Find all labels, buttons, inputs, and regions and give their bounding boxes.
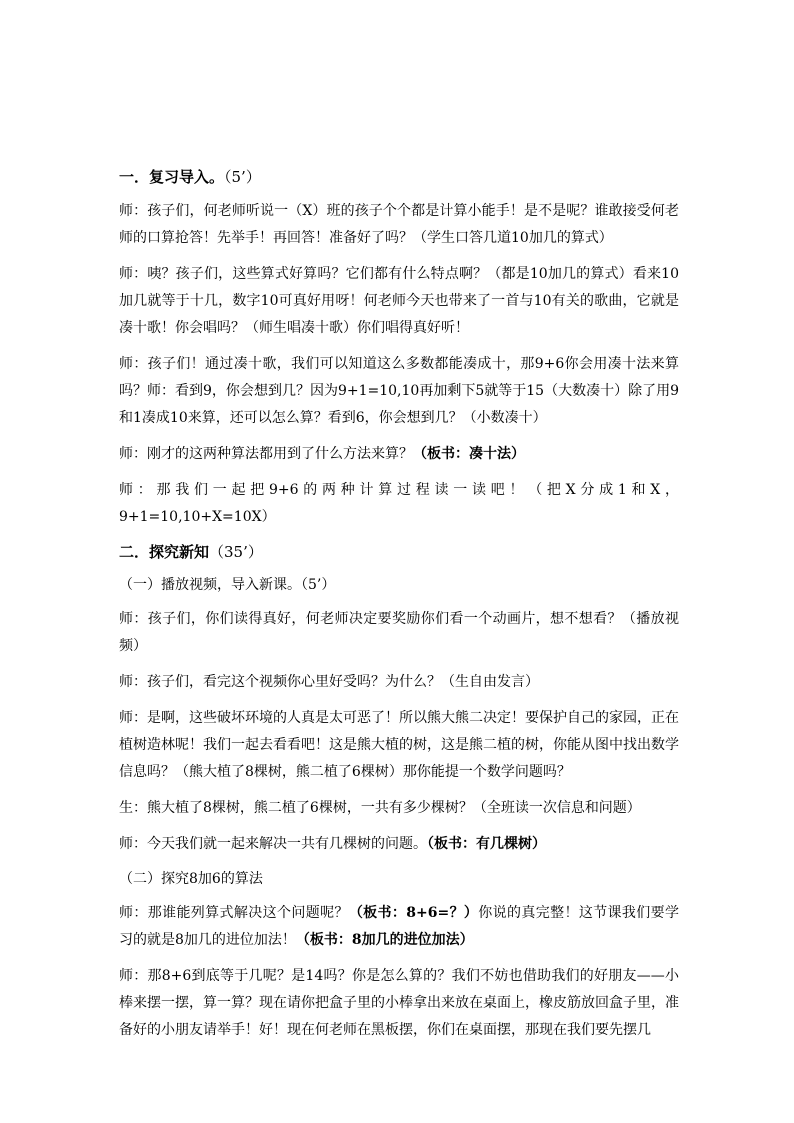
section2-time: （35’） bbox=[209, 543, 263, 561]
section1-title: 一．复习导入。 bbox=[119, 168, 225, 186]
board-note: （板书：凑十法） bbox=[413, 446, 525, 462]
paragraph-text: 师：刚才的这两种算法都用到了什么方法来算？ bbox=[119, 446, 413, 462]
section1-heading bbox=[119, 165, 679, 189]
paragraph bbox=[119, 441, 679, 468]
paragraph: 师：那我们一起把9+6的两种计算过程读一读吧！（把X分成1和X，9+1=10,10+X=10X） bbox=[119, 482, 679, 525]
board-note: （板书：8+6=？） bbox=[348, 905, 479, 921]
paragraph: 师：是啊，这些破坏环境的人真是太可恶了！所以熊大熊二决定！要保护自己的家园，正在植树造林呢！我们一起去看看吧！这是熊大植的树，这是熊二植的树，你能从图中找出数学信息吗？（熊大植了8棵树，熊二植了6棵树）那你能提一个数学问题吗？ bbox=[119, 710, 679, 780]
section2-title: 二．探究新知 bbox=[119, 543, 210, 561]
paragraph-text: 师：那谁能列算式解决这个问题呢？ bbox=[119, 905, 349, 921]
paragraph bbox=[119, 831, 679, 858]
part2-heading: （二）探究8加6的算法 bbox=[119, 871, 263, 887]
paragraph: 师：孩子们，看完这个视频你心里好受吗？为什么？（生自由发言） bbox=[119, 674, 539, 690]
paragraph-text: 师：今天我们就一起来解决一共有几棵树的问题。 bbox=[119, 836, 427, 852]
paragraph: 师：咦？孩子们，这些算式好算吗？它们都有什么特点啊？（都是10加几的算式）看来10加几就等于十几，数字10可真好用呀！何老师今天也带来了一首与10有关的歌曲，它就是凑十歌！你会唱吗？（师生唱凑十歌）你们唱得真好听！ bbox=[119, 266, 679, 336]
paragraph: 师：那8+6到底等于几呢？是14吗？你是怎么算的？我们不妨也借助我们的好朋友——小棒来摆一摆，算一算？现在请你把盒子里的小棒拿出来放在桌面上，橡皮筋放回盒子里，准备好的小朋友请举手！好！现在何老师在黑板摆，你们在桌面摆，那现在我们要先摆几 bbox=[119, 968, 679, 1038]
paragraph: 师：孩子们！通过凑十歌，我们可以知道这么多数都能凑成十，那9+6你会用凑十法来算吗？师：看到9，你会想到几？因为9+1=10,10再加剩下5就等于15（大数凑十）除了用9和1凑成10来算，还可以怎么算？看到6，你会想到几？（小数凑十） bbox=[119, 356, 679, 426]
paragraph bbox=[119, 900, 679, 954]
document-body bbox=[119, 165, 679, 1053]
part1-heading: （一）播放视频，导入新课。（5’） bbox=[119, 577, 336, 593]
paragraph: 师：孩子们，何老师听说一（X）班的孩子个个都是计算小能手！是不是呢？谁敢接受何老师的口算抢答！先举手！再回答！准备好了吗？（学生口答几道10加几的算式） bbox=[119, 203, 679, 246]
paragraph: 师：孩子们，你们读得真好，何老师决定要奖励你们看一个动画片，想不想看？（播放视频） bbox=[119, 611, 679, 654]
section1-time: （5’） bbox=[224, 168, 261, 186]
section2-heading bbox=[119, 540, 679, 564]
board-note: （板书：有几棵树） bbox=[427, 836, 546, 852]
paragraph: 生：熊大植了8棵树，熊二植了6棵树，一共有多少棵树？（全班读一次信息和问题） bbox=[119, 800, 641, 816]
paragraph-text: 你说的真完整！这节课我们要学习的就是8加几的进位加法！ bbox=[119, 905, 680, 948]
board-note: （板书：8加几的进位加法） bbox=[295, 932, 474, 948]
